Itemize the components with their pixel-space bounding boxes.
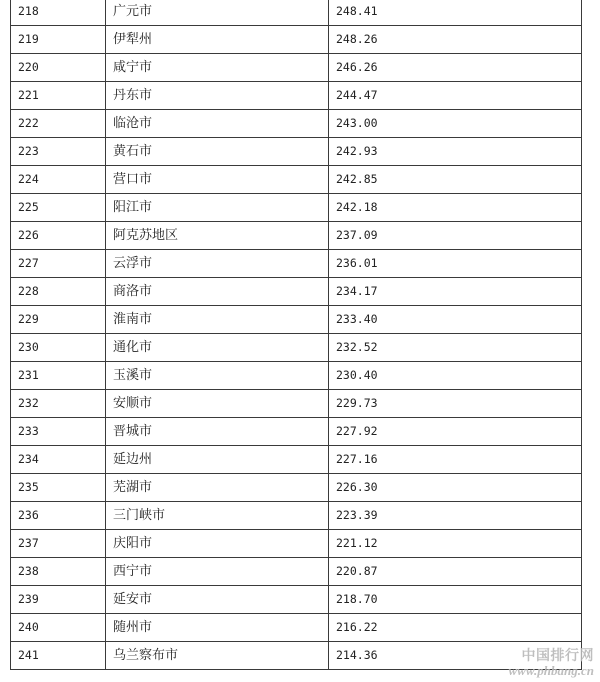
- city-cell: 丹东市: [106, 82, 329, 110]
- table-row: [11, 194, 582, 222]
- value-cell: 223.39: [329, 502, 582, 530]
- city-cell: 三门峡市: [106, 502, 329, 530]
- table-row: [11, 418, 582, 446]
- rank-cell: 220: [11, 54, 106, 82]
- city-cell: 延安市: [106, 586, 329, 614]
- city-cell: 云浮市: [106, 250, 329, 278]
- rank-cell: 232: [11, 390, 106, 418]
- city-cell: 玉溪市: [106, 362, 329, 390]
- rank-cell: 239: [11, 586, 106, 614]
- table-row: [11, 530, 582, 558]
- rank-cell: 238: [11, 558, 106, 586]
- city-cell: 庆阳市: [106, 530, 329, 558]
- ranking-table-container: [10, 0, 581, 670]
- rank-cell: 236: [11, 502, 106, 530]
- city-cell: 安顺市: [106, 390, 329, 418]
- value-cell: 242.93: [329, 138, 582, 166]
- rank-cell: 225: [11, 194, 106, 222]
- rank-cell: 222: [11, 110, 106, 138]
- table-row: [11, 614, 582, 642]
- table-row: [11, 446, 582, 474]
- table-row: [11, 586, 582, 614]
- value-cell: 248.41: [329, 0, 582, 26]
- value-cell: 214.36: [329, 642, 582, 670]
- city-cell: 西宁市: [106, 558, 329, 586]
- rank-cell: 241: [11, 642, 106, 670]
- city-cell: 随州市: [106, 614, 329, 642]
- table-row: [11, 166, 582, 194]
- rank-cell: 235: [11, 474, 106, 502]
- table-row: [11, 82, 582, 110]
- rank-cell: 223: [11, 138, 106, 166]
- rank-cell: 230: [11, 334, 106, 362]
- value-cell: 218.70: [329, 586, 582, 614]
- value-cell: 220.87: [329, 558, 582, 586]
- city-cell: 临沧市: [106, 110, 329, 138]
- watermark-site-name: 中国排行网: [521, 648, 594, 664]
- table-row: [11, 306, 582, 334]
- city-cell: 黄石市: [106, 138, 329, 166]
- rank-cell: 233: [11, 418, 106, 446]
- city-cell: 晋城市: [106, 418, 329, 446]
- city-cell: 营口市: [106, 166, 329, 194]
- rank-cell: 227: [11, 250, 106, 278]
- value-cell: 243.00: [329, 110, 582, 138]
- table-row: [11, 390, 582, 418]
- rank-cell: 240: [11, 614, 106, 642]
- rank-cell: 218: [11, 0, 106, 26]
- value-cell: 221.12: [329, 530, 582, 558]
- rank-cell: 224: [11, 166, 106, 194]
- table-row: [11, 502, 582, 530]
- value-cell: 236.01: [329, 250, 582, 278]
- table-row: [11, 26, 582, 54]
- city-cell: 伊犁州: [106, 26, 329, 54]
- rank-cell: 219: [11, 26, 106, 54]
- table-row: [11, 278, 582, 306]
- table-row: [11, 222, 582, 250]
- rank-cell: 237: [11, 530, 106, 558]
- value-cell: 226.30: [329, 474, 582, 502]
- city-cell: 咸宁市: [106, 54, 329, 82]
- city-cell: 商洛市: [106, 278, 329, 306]
- table-row: [11, 54, 582, 82]
- value-cell: 216.22: [329, 614, 582, 642]
- watermark-url: www.phbang.cn: [508, 663, 594, 679]
- city-cell: 阳江市: [106, 194, 329, 222]
- table-row: [11, 474, 582, 502]
- value-cell: 248.26: [329, 26, 582, 54]
- rank-cell: 226: [11, 222, 106, 250]
- value-cell: 232.52: [329, 334, 582, 362]
- table-row: [11, 558, 582, 586]
- value-cell: 237.09: [329, 222, 582, 250]
- value-cell: 242.85: [329, 166, 582, 194]
- value-cell: 233.40: [329, 306, 582, 334]
- value-cell: 234.17: [329, 278, 582, 306]
- rank-cell: 221: [11, 82, 106, 110]
- city-cell: 芜湖市: [106, 474, 329, 502]
- value-cell: 230.40: [329, 362, 582, 390]
- rank-cell: 234: [11, 446, 106, 474]
- table-row: [11, 250, 582, 278]
- value-cell: 227.16: [329, 446, 582, 474]
- table-row: [11, 110, 582, 138]
- table-row: [11, 334, 582, 362]
- ranking-table-body: [11, 0, 582, 670]
- rank-cell: 231: [11, 362, 106, 390]
- value-cell: 229.73: [329, 390, 582, 418]
- value-cell: 246.26: [329, 54, 582, 82]
- table-row: [11, 138, 582, 166]
- value-cell: 227.92: [329, 418, 582, 446]
- city-cell: 淮南市: [106, 306, 329, 334]
- table-row: [11, 362, 582, 390]
- city-cell: 延边州: [106, 446, 329, 474]
- rank-cell: 229: [11, 306, 106, 334]
- city-cell: 阿克苏地区: [106, 222, 329, 250]
- city-cell: 通化市: [106, 334, 329, 362]
- value-cell: 242.18: [329, 194, 582, 222]
- ranking-table: [10, 0, 582, 670]
- city-cell: 乌兰察布市: [106, 642, 329, 670]
- rank-cell: 228: [11, 278, 106, 306]
- value-cell: 244.47: [329, 82, 582, 110]
- site-watermark: [490, 650, 594, 678]
- city-cell: 广元市: [106, 0, 329, 26]
- table-row: [11, 0, 582, 26]
